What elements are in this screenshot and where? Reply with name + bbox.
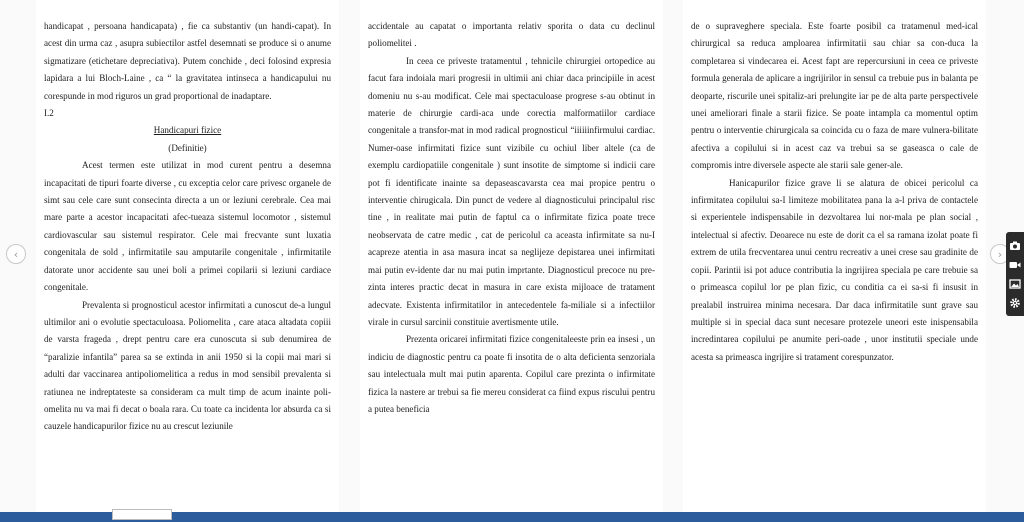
section-heading: Handicapuri fizice [153,125,222,136]
paragraph: Acest termen este utilizat in mod curent pentru a desemna incapacitati de tipuri foarte diverse , cu exceptia celor care privesc organele de simt sau cele care sunt consecinta directa a un or leziuni cerebrale. Cea mai mare parte a acestor incapacitati afec-tueaza sistemul locomotor , sistemul cardiovascular sau sistemul respirator. Cele mai frecvante sunt luxatia congenitala de sold , infirmitatile sau amputarile congenitale , infirmitatile datorate unor accidente sau unei boli a primei copilarii si leziuni cardiace congenitale. [44,160,331,293]
previous-page-button[interactable] [6,244,26,264]
text-column [368,18,655,418]
chevron-left-icon: ‹ [13,248,19,261]
image-gallery-icon[interactable] [1009,278,1021,290]
camera-icon[interactable] [1009,240,1021,252]
paragraph: Prevalenta si prognosticul acestor infirmitati a cunoscut de-a lungul ultimilor ani o evolutie spectaculoasa. Poliomelita , care ataca altadata copiii de varsta frageda , drept pentru care era cunoscuta si sub denumirea de “paralizie infantila” parea sa se extinda in anii 1950 si la copii mai mari si adulti dar vaccinarea antipoliomelitica a redus in mod sensibil prevalenta si ratiunea ne indreptateste sa consideram ca mult timp de acum inainte poli-omelita nu va mai fi decat o boala rara. Cu toate ca incidenta lor absurda ca si cauzele handicapurilor fizice nu au crescut leziunile [44,299,331,432]
paragraph: Prezenta oricarei infirmitati fizice congenitaleeste prin ea insesi , un indiciu de diagnostic pentru ca poate fi insotita de o alta deficienta senzoriala sau intelectuala mult mai putin aparenta. Copilul care prezinta o infirmitate fizica la nastere ar trebui sa fie mereu considerat ca fiind expus riscului pentru a putea beneficia [368,334,655,414]
video-camera-icon[interactable] [1009,259,1021,271]
chevron-right-icon: › [997,248,1003,261]
gear-icon[interactable] [1009,297,1021,309]
paragraph: Hanicapurilor fizice grave li se alatura de obicei pericolul ca infirmitatea copilului sa-I limiteze mobilitatea pana la a-l priva de contactele si experientele indispensabile in dezvoltarea lui nor-mala pe plan social , intelectual si afectiv. Deoarece nu este de dorit ca el sa ramana izolat poate fi extrem de utila frecventarea unui centru recreativ a unei crese sau gradinite de copii. Parintii isi pot aduce contributia la ingrijirea speciala pe care trebuie sa o primeasca copilul lor pe plan fizic, cu conditia ca ei sa-si fi insusit in prealabil instruirea minima necesara. Dar daca infirmitatile sunt grave sau multiple si in special daca sunt necesare protezele uneori este inispensabila incredintarea copilului pe anumite peri-oade , unor institutii speciale unde acesta sa primeasca ingrijire si tratament corespunzator. [691,177,978,362]
document-page-middle [360,0,663,512]
page-number-input[interactable] [112,509,172,520]
text-column [44,18,331,436]
document-page-right [683,0,986,512]
paragraph: de o supraveghere speciala. Este foarte posibil ca tratamenul med-ical chirurgical sa reduca amploarea infirmitatii sau chiar sa con-duca la completarea si vindecarea ei. Acest fapt are repercursiuni in ceea ce priveste formula generala de aplicare a ingrijirilor in sensul ca trebuie pus in balanta pe deoparte, riscurile unei spitaliz-ari prelungite iar pe de alta parte perspectivele unei ameliorari finale a starii fizice. Se poate intampla ca momentul optim pentru o interventie chirurgicala sa coincida cu o faza de mare vulnera-bilitate afectiva a copilului si in acest caz va trebui sa se gaseasca o cale de compromis intre diversele aspecte ale starii sale gener-ale. [691,21,978,171]
section-subheading: (Definitie) [168,142,207,153]
document-page-left [36,0,339,512]
text-column [691,18,978,366]
section-number: I.2 [44,108,54,119]
paragraph: In ceea ce priveste tratamentul , tehnicile chirurgiei ortopedice au facut fara indoiala mari progresii in ultimii ani chiar daca principiile in acest domeniu nu s-au modificat. Cele mai spectaculoase progrese s-au obtinut in materie de chirurgie cardi-aca unde corectia malformatiilor cardiace congenitale a transfor-mat in mod radical prognosticul “iiiiiinfirmului cardiac. Numer-oase infirmitati fizice sunt vizibile cu ochiul liber altele (ca de exemplu cardiopatiile congenitale ) sunt insotite de simptome si indicii care pot fi identificate inainte sa depaseascavarsta cea mai propice pentru o interventie chirugicala. Din punct de vedere al diagnosticului principalul risc tine , in realitate mai putin de faptul ca o infirmitate fizica poate trece neobservata de catre medic , cat de pericolul ca aceasta infirmitate sa nu-I acapreze atentia in asa masura incat sa neglijeze depistarea unei infirmitati mai putin ev-idente dar nu mai putin imprtante. Diagnosticul precoce nu pre-zinta interes practic decat in masura in care exista mijloace de tratament adecvate. Existenta infirmitatilor in antecedentele fa-miliale si a infectiilor virale in cursul sarcinii constituie avertismente utile. [368,55,655,327]
paragraph: handicapat , persoana handicapata) , fie ca substantiv (un handi-capat). In acest din urma caz , asupra subiectilor astfel desemnati se produce si o anume sigmatizare (etichetare depreciativa). Putem conchide , deci folosind expresia lapidara a lui Bloch-Laine , ca “ la gravitatea intinseca a handicapului nu corespunde in mod riguros un grad proportional de inadaptare. [44,21,331,101]
side-toolbar [1006,232,1024,316]
paragraph: accidentale au capatat o importanta relativ sporita o data cu declinul poliomelitei . [368,21,655,49]
